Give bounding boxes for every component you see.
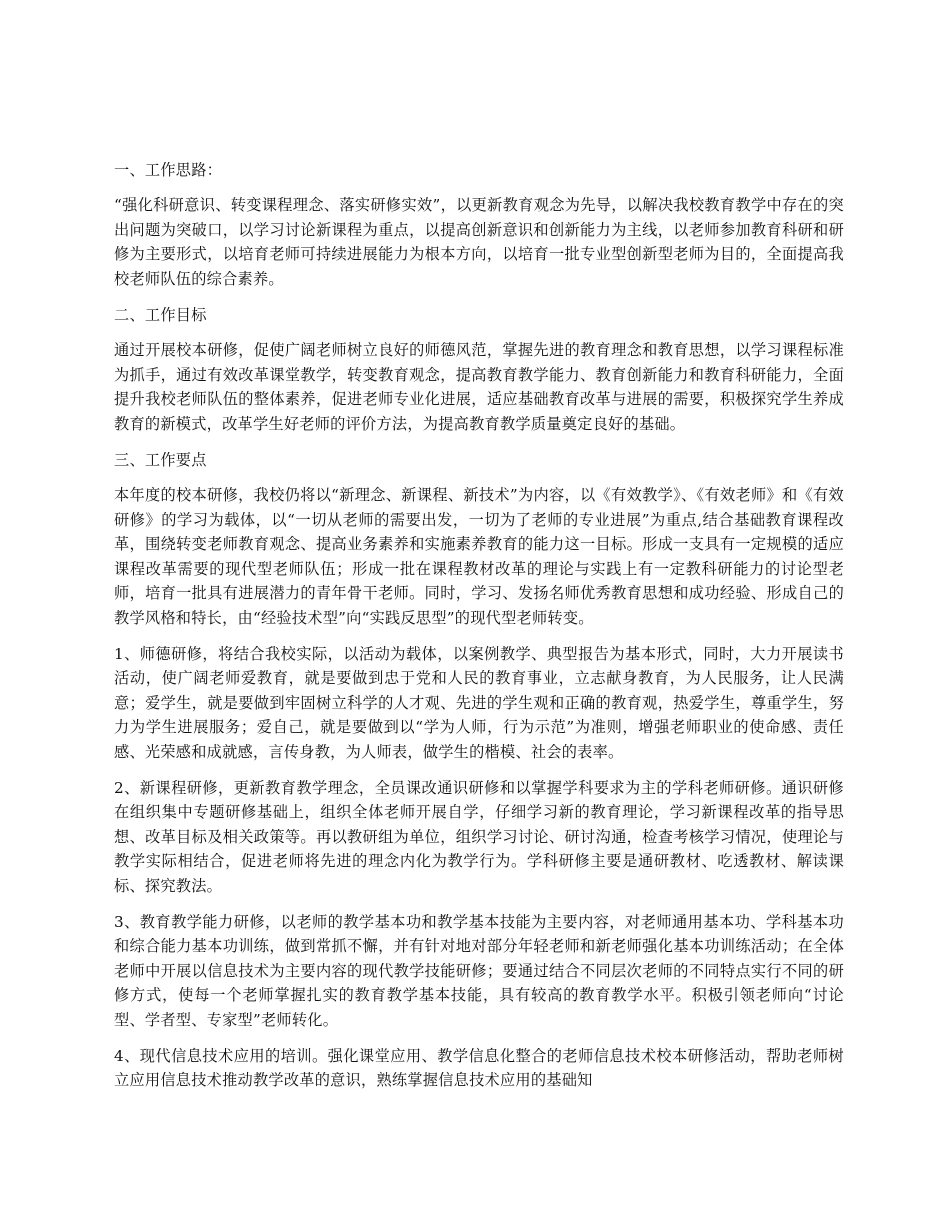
paragraph-work-ideas: “强化科研意识、转变课程理念、落实研修实效”，以更新教育观念为先导，以解决我校教育教学中存在的突出问题为突破口，以学习讨论新课程为重点，以提高创新意识和创新能力为主线，以老师参加教育科研和研修为主要形式，以培育老师可持续进展能力为根本方向，以培育一批专业型创新型老师为目的，全面提高我校老师队伍的综合素养。 [114,196,844,288]
document-body [114,158,844,1105]
paragraph-item-3: 3、教育教学能力研修，以老师的教学基本功和教学基本技能为主要内容，对老师通用基本功、学科基本功和综合能力基本功训练，做到常抓不懈，并有针对地对部分年轻老师和新老师强化基本功训练活动；在全体老师中开展以信息技术为主要内容的现代教学技能研修；要通过结合不同层次老师的不同特点实行不同的研修方式，使每一个老师掌握扎实的教育教学基本技能，具有较高的教育教学水平。积极引领老师向“讨论型、学者型、专家型”老师转化。 [114,912,844,1029]
paragraph-item-1: 1、师德研修，将结合我校实际，以活动为载体，以案例教学、典型报告为基本形式，同时，大力开展读书活动，使广阔老师爱教育，就是要做到忠于党和人民的教育事业，立志献身教育，为人民服务，让人民满意；爱学生，就是要做到牢固树立科学的人才观、先进的学生观和正确的教育观，热爱学生，尊重学生，努力为学生进展服务；爱自己，就是要做到以“学为人师，行为示范”为准则，增强老师职业的使命感、责任感、光荣感和成就感，言传身教，为人师表，做学生的楷模、社会的表率。 [114,644,844,761]
paragraph-work-points: 本年度的校本研修，我校仍将以“新理念、新课程、新技术”为内容，以《有效教学》、《有效老师》和《有效研修》的学习为载体，以“一切从老师的需要出发，一切为了老师的专业进展”为重点,结合基础教育课程改革，围绕转变老师教育观念、提高业务素养和实施素养教育的能力这一目标。形成一支具有一定规模的适应课程改革需要的现代型老师队伍；形成一批在课程教材改革的理论与实践上有一定教科研能力的讨论型老师，培育一批具有进展潜力的青年骨干老师。同时，学习、发扬名师优秀教育思想和成功经验、形成自己的教学风格和特长，由“经验技术型”向“实践反思型”的现代型老师转变。 [114,486,844,627]
section-heading-3: 三、工作要点 [114,451,207,470]
paragraph-work-goals: 通过开展校本研修，促使广阔老师树立良好的师德风范，掌握先进的教育理念和教育思想，以学习课程标准为抓手，通过有效改革课堂教学，转变教育观念，提高教育教学能力、教育创新能力和教育科研能力，全面提升我校老师队伍的整体素养，促进老师专业化进展，适应基础教育改革与进展的需要，积极探究学生养成教育的新模式，改革学生好老师的评价方法，为提高教育教学质量奠定良好的基础。 [114,341,844,433]
paragraph-item-4: 4、现代信息技术应用的培训。强化课堂应用、教学信息化整合的老师信息技术校本研修活动，帮助老师树立应用信息技术推动教学改革的意识，熟练掌握信息技术应用的基础知 [114,1047,844,1090]
section-heading-1: 一、工作思路： [114,161,223,179]
section-heading-2: 二、工作目标 [114,306,207,325]
paragraph-item-2: 2、新课程研修，更新教育教学理念，全员课改通识研修和以掌握学科要求为主的学科老师研修。通识研修在组织集中专题研修基础上，组织全体老师开展自学，仔细学习新的教育理论，学习新课程改革的指导思想、改革目标及相关政策等。再以教研组为单位，组织学习讨论、研讨沟通，检查考核学习情况，使理论与教学实际相结合，促进老师将先进的理念内化为教学行为。学科研修主要是通研教材、吃透教材、解读课标、探究教法。 [114,778,844,895]
